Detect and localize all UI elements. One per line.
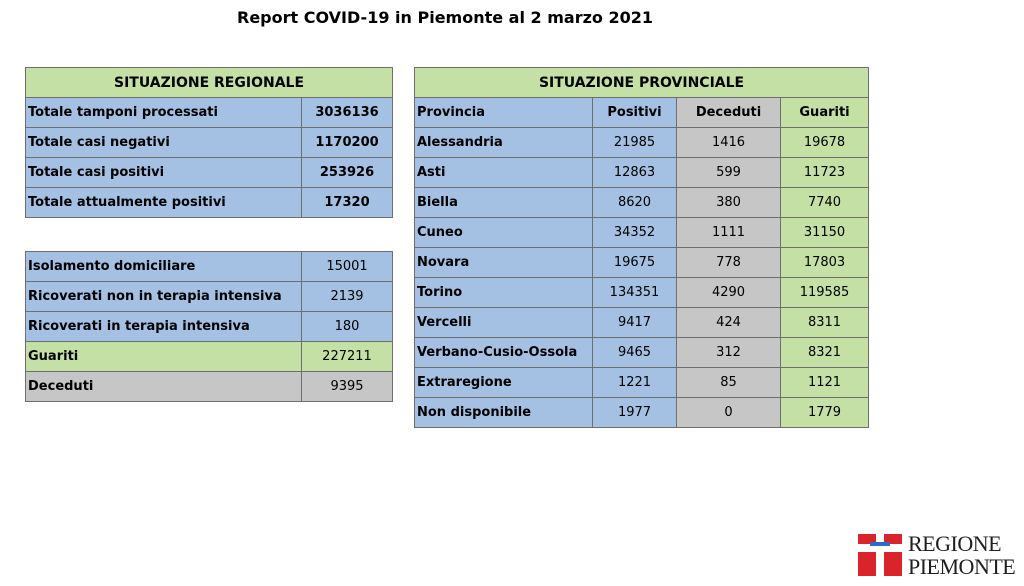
table-row — [415, 248, 869, 278]
cell-deceduti: 380 — [677, 188, 781, 218]
row-value: 2139 — [302, 282, 393, 312]
column-header-guariti: Guariti — [781, 98, 869, 128]
cell-provincia: Novara — [415, 248, 593, 278]
cell-deceduti: 4290 — [677, 278, 781, 308]
cell-positivi: 19675 — [593, 248, 677, 278]
column-header-provincia: Provincia — [415, 98, 593, 128]
row-value: 9395 — [302, 372, 393, 402]
row-value: 253926 — [302, 158, 393, 188]
row-label: Totale casi positivi — [26, 158, 302, 188]
cell-provincia: Non disponibile — [415, 398, 593, 428]
cell-guariti: 8321 — [781, 338, 869, 368]
logo-text-line2: PIEMONTE — [908, 554, 1016, 579]
provincial-situation-table — [414, 67, 869, 428]
cell-provincia: Biella — [415, 188, 593, 218]
provincial-table-header: SITUAZIONE PROVINCIALE — [415, 68, 869, 98]
cell-provincia: Extraregione — [415, 368, 593, 398]
cell-guariti: 11723 — [781, 158, 869, 188]
row-label: Totale casi negativi — [26, 128, 302, 158]
cell-guariti: 19678 — [781, 128, 869, 158]
row-value: 17320 — [302, 188, 393, 218]
table-row — [26, 98, 393, 128]
cell-positivi: 134351 — [593, 278, 677, 308]
row-value: 15001 — [302, 252, 393, 282]
row-label: Ricoverati non in terapia intensiva — [26, 282, 302, 312]
regional-situation-table — [25, 67, 393, 218]
table-row — [26, 158, 393, 188]
cell-provincia: Verbano-Cusio-Ossola — [415, 338, 593, 368]
cell-deceduti: 1111 — [677, 218, 781, 248]
row-label: Guariti — [26, 342, 302, 372]
regional-table-header: SITUAZIONE REGIONALE — [26, 68, 393, 98]
table-row — [26, 342, 393, 372]
table-row — [26, 372, 393, 402]
cell-positivi: 12863 — [593, 158, 677, 188]
page-title: Report COVID-19 in Piemonte al 2 marzo 2021 — [237, 8, 653, 27]
column-header-row — [415, 98, 869, 128]
cell-guariti: 1121 — [781, 368, 869, 398]
cell-provincia: Cuneo — [415, 218, 593, 248]
cell-guariti: 31150 — [781, 218, 869, 248]
table-row — [26, 128, 393, 158]
cell-deceduti: 599 — [677, 158, 781, 188]
cell-deceduti: 424 — [677, 308, 781, 338]
cell-guariti: 17803 — [781, 248, 869, 278]
cell-positivi: 21985 — [593, 128, 677, 158]
cell-positivi: 9465 — [593, 338, 677, 368]
table-row — [415, 398, 869, 428]
table-row — [26, 252, 393, 282]
table-row — [415, 368, 869, 398]
table-row — [415, 218, 869, 248]
row-label: Totale tamponi processati — [26, 98, 302, 128]
column-header-deceduti: Deceduti — [677, 98, 781, 128]
cell-guariti: 1779 — [781, 398, 869, 428]
cell-deceduti: 0 — [677, 398, 781, 428]
cell-provincia: Vercelli — [415, 308, 593, 338]
row-value: 227211 — [302, 342, 393, 372]
cell-positivi: 8620 — [593, 188, 677, 218]
table-row — [26, 282, 393, 312]
cell-deceduti: 778 — [677, 248, 781, 278]
table-row — [415, 278, 869, 308]
cell-provincia: Torino — [415, 278, 593, 308]
row-label: Totale attualmente positivi — [26, 188, 302, 218]
cell-positivi: 34352 — [593, 218, 677, 248]
table-row — [415, 158, 869, 188]
cell-guariti: 119585 — [781, 278, 869, 308]
cell-deceduti: 85 — [677, 368, 781, 398]
cell-positivi: 9417 — [593, 308, 677, 338]
logo-text-line1: REGIONE — [908, 531, 1002, 556]
row-label: Deceduti — [26, 372, 302, 402]
cell-guariti: 7740 — [781, 188, 869, 218]
row-value: 1170200 — [302, 128, 393, 158]
column-header-positivi: Positivi — [593, 98, 677, 128]
row-value: 3036136 — [302, 98, 393, 128]
table-row — [26, 188, 393, 218]
table-row — [415, 128, 869, 158]
row-value: 180 — [302, 312, 393, 342]
table-row — [26, 312, 393, 342]
table-row — [415, 338, 869, 368]
regional-detail-table — [25, 251, 393, 402]
cell-provincia: Alessandria — [415, 128, 593, 158]
row-label: Ricoverati in terapia intensiva — [26, 312, 302, 342]
cell-guariti: 8311 — [781, 308, 869, 338]
regione-piemonte-logo — [858, 532, 1016, 578]
table-row — [415, 308, 869, 338]
cell-positivi: 1221 — [593, 368, 677, 398]
piemonte-flag-icon — [858, 534, 902, 576]
cell-positivi: 1977 — [593, 398, 677, 428]
row-label: Isolamento domiciliare — [26, 252, 302, 282]
cell-deceduti: 1416 — [677, 128, 781, 158]
cell-deceduti: 312 — [677, 338, 781, 368]
cell-provincia: Asti — [415, 158, 593, 188]
table-row — [415, 188, 869, 218]
